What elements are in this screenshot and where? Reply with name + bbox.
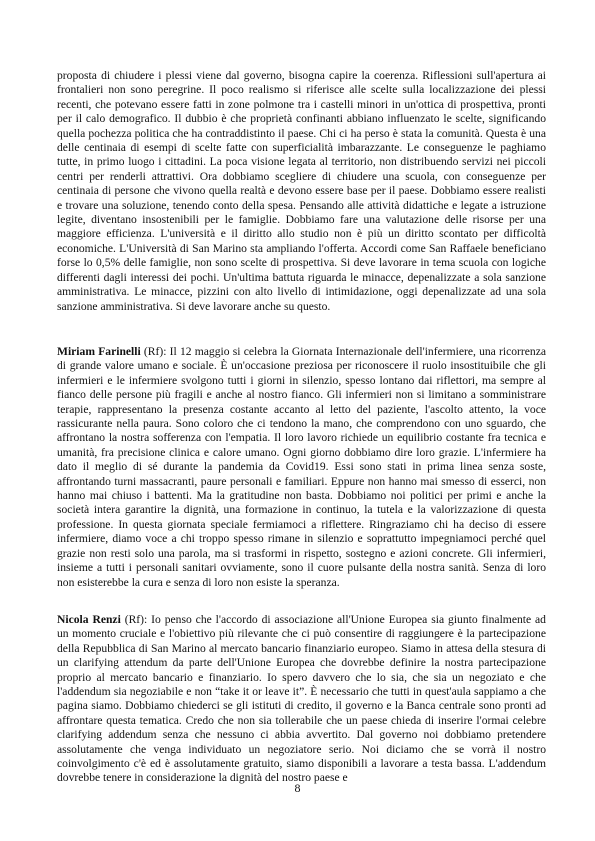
paragraph-text: proposta di chiudere i plessi viene dal governo, bisogna capire la coerenza. Riflessioni sull'apertura ai frontalieri non sono peregrine. Il poco realismo si riferisce alle scelte sulla localizzazione dei plessi recenti, che potevano essere fatti in zone polmone tra i castelli minori in un'ottica di prospettiva, pronti per il calo demografico. Il dubbio è che proprietà confinanti abbiano influenzato le scelte, significando quella pochezza politica che ha contraddistinto il paese. Chi ci ha perso è stata la comunità. Questa è una delle centinaia di esempi di scelte fatte con superficialità imbarazzante. Le conseguenze le paghiamo tutte, in primo luogo i cittadini. La poca visione legata al territorio, non distribuendo servizi nei piccoli centri per renderli attrattivi. Ora dobbiamo scegliere di chiudere una scuola, con conseguenze per centinaia di persone che vivono quella realtà e devono essere base per il paese. Dobbiamo essere realisti e trovare una soluzione, tenendo conto della spesa. Pensando alle attività didattiche e legate a istruzione legite, diventano insostenibili per le famiglie. Dobbiamo fare una valutazione delle risorse per una maggiore efficienza. L'università e il diritto allo studio non è più un diritto scontato per difficoltà economiche. L'Università di San Marino sta ampliando l'offerta. Accordi come San Raffaele beneficiano forse lo 0,5% delle famiglie, non sono scelte di prospettiva. Si deve lavorare in tema scuola con logiche differenti dagli interessi dei pochi. Un'ultima battuta riguarda le minacce, depenalizzate a sola sanzione amministrativa. Le minacce, pizzini con alto livello di intimidazione, oggi depenalizzate ad una sola sanzione amministrativa. Si deve lavorare anche su questo. [57,69,546,313]
paragraph-renzi [57,613,546,786]
page-number: 8 [294,781,301,795]
paragraph-farinelli [57,345,546,590]
paragraph-text: Il 12 maggio si celebra la Giornata Internazionale dell'infermiere, una ricorrenza di grande valore umano e sociale. È un'occasione preziosa per riconoscere il ruolo insostituibile che gli infermieri e le infermiere svolgono tutti i giorni in silenzio, spesso lontano dai riflettori, ma sempre al fianco delle persone più fragili e anche al nostro fianco. Gli infermieri non si limitano a somministrare terapie, rappresentano la presenza costante accanto al letto del paziente, l'ascolto attento, la voce rassicurante nella paura. Sono coloro che ci tendono la mano, che comprendono con uno sguardo, che affrontano la nostra sofferenza con l'empatia. Il loro lavoro richiede un equilibrio costante fra tecnica e umanità, fra precisione clinica e calore umano. Ogni giorno dobbiamo dire loro grazie. L'infermiere ha dato il meglio di sé durante la pandemia da Covid19. Essi sono stati in prima linea senza soste, affrontando turni massacranti, paure personali e familiari. Eppure non hanno mai smesso di esserci, non hanno mai chiuso i battenti. Ma la gratitudine non basta. Dobbiamo noi politici per primi e anche la società intera garantire la dignità, una formazione in continuo, la tutela e la valorizzazione di questa professione. In questa giornata speciale fermiamoci a riflettere. Ringraziamo chi ha deciso di essere infermiere, diamo voce a chi troppo spesso rimane in silenzio e soprattutto impegniamoci perché quel grazie non resti solo una parola, ma si trasformi in rispetto, sostegno e azioni concrete. Gli infermieri, insieme a tutti i personali sanitari ovviamente, sono il cuore pulsante della nostra sanità. Senza di loro non esisterebbe la cura e senza di loro non esiste la speranza. [57,345,547,589]
speaker-name: Miriam Farinelli [57,345,141,358]
paragraph-continuation [57,69,546,314]
speaker-party: (Rf): [140,345,170,358]
speaker-name: Nicola Renzi [57,613,121,626]
speaker-party: (Rf): [120,613,152,626]
paragraph-text: Io penso che l'accordo di associazione all'Unione Europea sia giunto finalmente ad un momento cruciale e l'obiettivo più rilevante che ci può consentire di raggiungere è la partecipazione della Repubblica di San Marino al mercato bancario finanziario europeo. Siamo in attesa della stesura di un clarifying attendum da parte dell'Unione Europea che dovrebbe definire la nostra partecipazione proprio al mercato bancario e finanziario. Io spero davvero che lo sia, che sia un negoziato e che l'addendum sia negoziabile e non “take it or leave it”. È necessario che tutti in quest'aula sappiamo a che pagina siamo. Dobbiamo chiederci se gli istituti di credito, il governo e la Banca centrale sono pronti ad affrontare questa tematica. Credo che non sia tollerabile che un paese chieda di inserire l'ormai celebre clarifying addendum senza che nessuno ci abbia avvertito. Dal governo noi dobbiamo pretendere assolutamente che venga individuato un negoziatore serio. Noi diciamo che se vorrà il nostro coinvolgimento c'è ed è assolutamente gratuito, siamo disponibili a lavorare a testa bassa. L'addendum dovrebbe tenere in considerazione la dignità del nostro paese e [57,613,546,785]
